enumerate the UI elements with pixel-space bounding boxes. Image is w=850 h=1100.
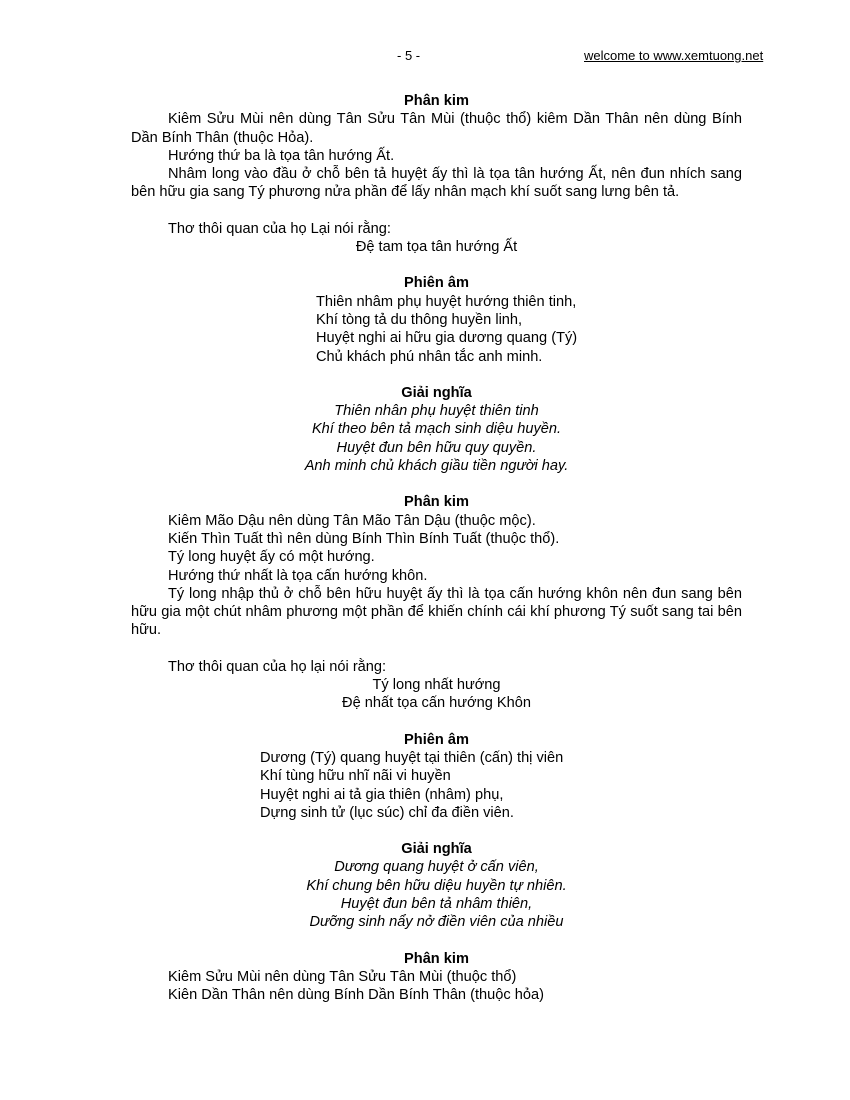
translation-line: Thiên nhân phụ huyệt thiên tinh	[334, 403, 539, 420]
paragraph: Kiêm Sửu Mùi nên dùng Tân Sửu Tân Mùi (thuộc thổ) kiêm Dần Thân nên dùng Bính Dần Bính Thân (thuộc Hỏa).	[131, 111, 742, 146]
text-line: Kiêm Mão Dậu nên dùng Tân Mão Tân Dậu (thuộc mộc).	[168, 512, 536, 529]
poem-title: Tý long nhất hướng	[372, 677, 501, 694]
section-heading: Phân kim	[404, 93, 469, 109]
site-link[interactable]: welcome to www.xemtuong.net	[584, 48, 764, 63]
verse-line: Chủ khách phú nhân tắc anh minh.	[316, 348, 543, 365]
verse-line: Huyệt nghi ai hữu gia dương quang (Tý)	[316, 330, 578, 347]
verse-line: Khí tòng tả du thông huyền linh,	[316, 311, 523, 328]
verse-line: Thiên nhâm phụ huyệt hướng thiên tinh,	[316, 293, 577, 310]
text-line: Tý long huyệt ấy có một hướng.	[168, 549, 375, 566]
verse-line: Dương (Tý) quang huyệt tại thiên (cấn) thị viên	[260, 749, 564, 766]
section-heading: Phân kim	[404, 494, 469, 511]
poem-title: Đệ nhất tọa cấn hướng Khôn	[342, 695, 531, 712]
verse-line: Khí tùng hữu nhĩ nãi vi huyền	[260, 768, 451, 785]
translation-line: Khí theo bên tả mạch sinh diệu huyền.	[311, 421, 562, 438]
page-number: - 5 -	[397, 48, 421, 63]
section-heading: Phân kim	[404, 950, 469, 967]
phien-am-heading: Phiên âm	[404, 275, 469, 292]
poem-intro: Thơ thôi quan của họ lại nói rằng:	[168, 658, 387, 675]
text-line: Kiên Dần Thân nên dùng Bính Dần Bính Thân (thuộc hỏa)	[168, 987, 544, 1004]
translation-line: Khí chung bên hữu diệu huyền tự nhiên.	[306, 877, 567, 894]
translation-line: Dương quang huyệt ở cấn viên,	[334, 859, 539, 876]
giai-nghia-heading: Giải nghĩa	[401, 384, 472, 401]
translation-line: Huyệt đun bên tả nhâm thiên,	[340, 895, 533, 912]
phien-am-heading: Phiên âm	[404, 731, 469, 748]
text-line: Hướng thứ ba là tọa tân hướng Ất.	[168, 147, 395, 164]
paragraph: Tý long nhập thủ ở chỗ bên hữu huyệt ấy thì là tọa cấn hướng khôn nên đun sang bên hữu gia một chút nhâm phương một phần để khiến chính cái khí phương Tý suốt sang tai bên hữu.	[131, 585, 742, 639]
text-line: Kiến Thìn Tuất thì nên dùng Bính Thìn Bính Tuất (thuộc thổ).	[168, 530, 560, 547]
verse-line: Dựng sinh tử (lục súc) chỉ đa điền viên.	[260, 804, 514, 821]
translation-line: Anh minh chủ khách giầu tiền người hay.	[304, 458, 569, 475]
document-body	[131, 92, 742, 1004]
translation-line: Dưỡng sinh nẩy nở điền viên của nhiều	[309, 914, 564, 931]
text-line: Kiêm Sửu Mùi nên dùng Tân Sửu Tân Mùi (thuộc thổ)	[168, 968, 517, 985]
poem-intro: Thơ thôi quan của họ Lại nói rằng:	[168, 220, 391, 237]
text-line: Hướng thứ nhất là tọa cấn hướng khôn.	[168, 567, 428, 584]
paragraph: Nhâm long vào đầu ở chỗ bên tả huyệt ấy thì là tọa tân hướng Ất, nên đun nhích sang bên hữu gia sang Tý phương nửa phần để lấy nhân mạch khí suốt sang lưng bên tả.	[131, 166, 742, 201]
poem-title: Đệ tam tọa tân hướng Ất	[355, 239, 518, 256]
verse-line: Huyệt nghi ai tả gia thiên (nhâm) phụ,	[260, 786, 504, 803]
translation-line: Huyệt đun bên hữu quy quyền.	[336, 439, 537, 456]
giai-nghia-heading: Giải nghĩa	[401, 841, 472, 858]
